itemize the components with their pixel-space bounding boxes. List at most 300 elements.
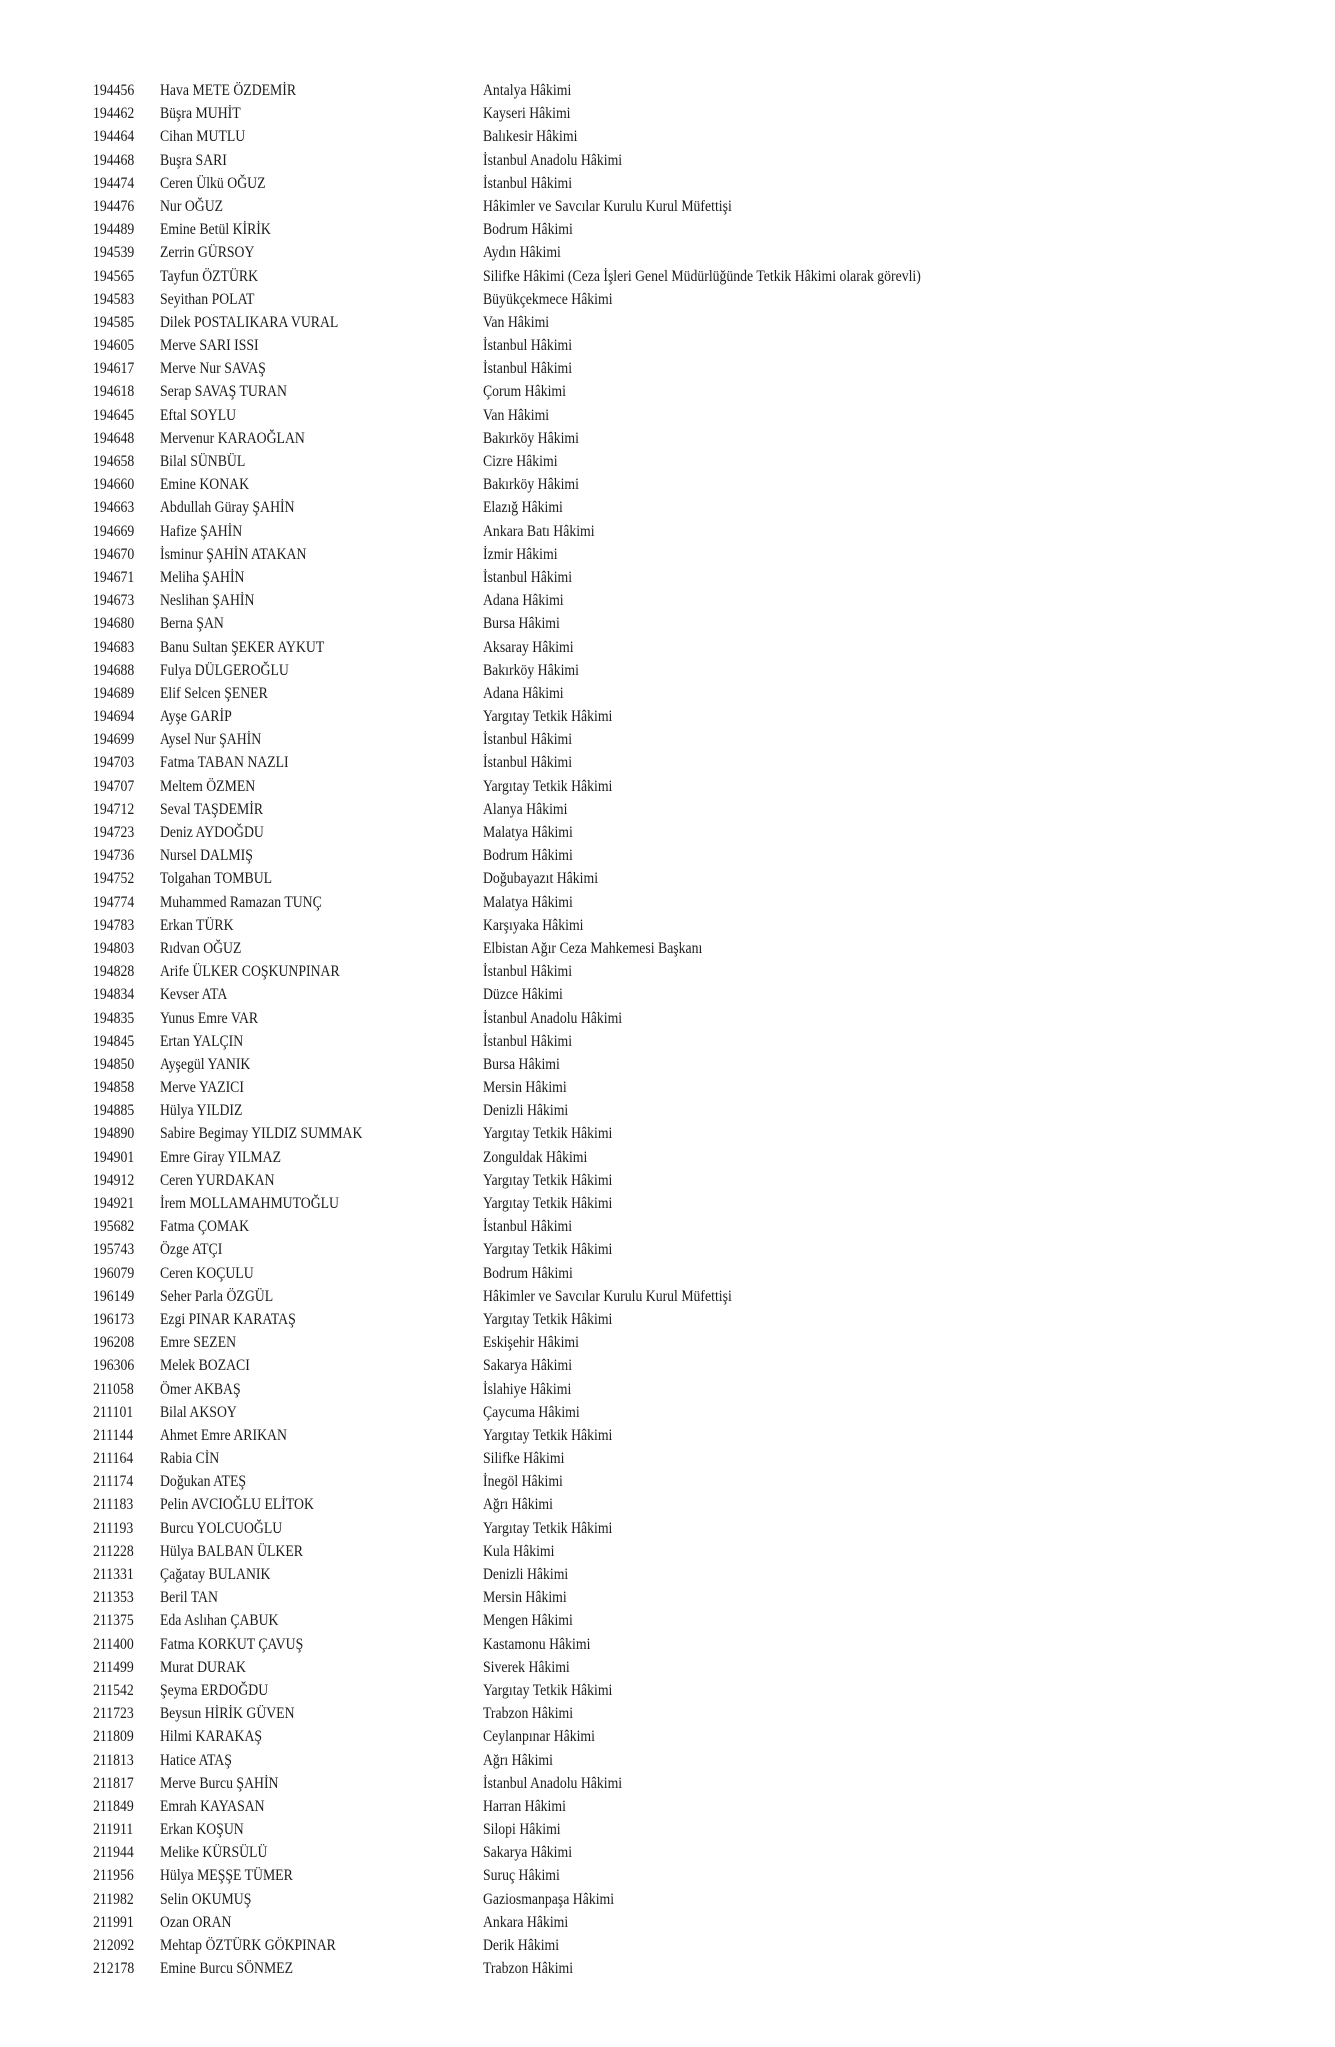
row-position: Malatya Hâkimi	[483, 824, 573, 841]
row-id: 194474	[93, 174, 135, 192]
row-name: Ahmet Emre ARIKAN	[160, 1426, 287, 1444]
list-row	[0, 682, 1335, 705]
row-name: Rıdvan OĞUZ	[160, 939, 242, 957]
row-position: Yargıtay Tetkik Hâkimi	[483, 1310, 613, 1328]
row-position: Bakırköy Hâkimi	[483, 661, 579, 679]
row-name: Aysel Nur ŞAHİN	[160, 731, 262, 749]
row-name: Merve Nur SAVAŞ	[160, 360, 266, 378]
row-id: 211101	[93, 1403, 134, 1421]
row-name: Tolgahan TOMBUL	[160, 870, 273, 888]
row-position: Mengen Hâkimi	[483, 1612, 573, 1630]
row-position: Yargıtay Tetkik Hâkimi	[483, 1171, 613, 1189]
row-name: Nursel DALMIŞ	[160, 847, 253, 865]
row-name: Zerrin GÜRSOY	[160, 244, 255, 262]
row-position: Zonguldak Hâkimi	[483, 1148, 588, 1166]
row-position: Kayseri Hâkimi	[483, 105, 571, 123]
row-id: 194468	[93, 151, 135, 169]
row-position: İstanbul Hâkimi	[483, 337, 573, 355]
row-position: Aydın Hâkimi	[483, 244, 561, 262]
row-id: 211375	[93, 1612, 134, 1630]
row-id: 194680	[93, 615, 135, 633]
row-id: 211982	[93, 1890, 134, 1908]
row-position: Balıkesir Hâkimi	[483, 128, 578, 146]
list-row	[0, 728, 1335, 751]
list-row	[0, 450, 1335, 473]
list-row	[0, 172, 1335, 195]
row-position: Bakırköy Hâkimi	[483, 429, 579, 447]
row-position: Elbistan Ağır Ceza Mahkemesi Başkanı	[483, 939, 703, 957]
row-name: Hilmi KARAKAŞ	[160, 1728, 263, 1746]
row-name: Elif Selcen ŞENER	[160, 684, 268, 702]
list-row	[0, 496, 1335, 519]
row-position: Yargıtay Tetkik Hâkimi	[483, 1195, 613, 1212]
row-position: Adana Hâkimi	[483, 592, 564, 610]
row-name: Fatma KORKUT ÇAVUŞ	[160, 1635, 304, 1653]
row-name: Seher Parla ÖZGÜL	[160, 1287, 274, 1305]
row-position: Mersin Hâkimi	[483, 1079, 567, 1097]
row-id: 194845	[93, 1032, 135, 1050]
row-name: Hülya YILDIZ	[160, 1102, 243, 1120]
row-position: Yargıtay Tetkik Hâkimi	[483, 1426, 613, 1444]
row-position: Suruç Hâkimi	[483, 1867, 560, 1885]
list-row	[0, 1076, 1335, 1099]
list-row	[0, 1146, 1335, 1169]
list-row	[0, 473, 1335, 496]
row-id: 194858	[93, 1079, 135, 1097]
list-row	[0, 1795, 1335, 1818]
row-position: Hâkimler ve Savcılar Kurulu Kurul Müfettişi	[483, 197, 732, 215]
row-position: Aksaray Hâkimi	[483, 638, 574, 656]
row-position: Denizli Hâkimi	[483, 1566, 569, 1583]
row-position: Bursa Hâkimi	[483, 615, 560, 633]
list-row	[0, 218, 1335, 241]
row-name: Melike KÜRSÜLÜ	[160, 1844, 268, 1862]
row-position: İstanbul Hâkimi	[483, 360, 573, 378]
row-id: 194658	[93, 453, 135, 470]
list-row	[0, 1702, 1335, 1725]
row-name: Hülya BALBAN ÜLKER	[160, 1542, 303, 1560]
row-position: Cizre Hâkimi	[483, 453, 558, 470]
row-position: Silifke Hâkimi (Ceza İşleri Genel Müdürlüğünde Tetkik Hâkimi olarak görevli)	[483, 267, 921, 285]
row-id: 211991	[93, 1913, 134, 1931]
list-row	[0, 520, 1335, 543]
list-row	[0, 983, 1335, 1006]
row-name: Bilal SÜNBÜL	[160, 453, 246, 470]
list-row	[0, 589, 1335, 612]
row-name: Emrah KAYASAN	[160, 1797, 265, 1815]
row-position: İslahiye Hâkimi	[483, 1380, 572, 1398]
row-position: İstanbul Hâkimi	[483, 754, 573, 772]
row-id: 211944	[93, 1844, 134, 1862]
appointment-list	[0, 79, 1335, 1980]
list-row	[0, 1749, 1335, 1772]
row-id: 194712	[93, 800, 135, 818]
row-name: Rabia CİN	[160, 1450, 220, 1468]
list-row	[0, 1633, 1335, 1656]
row-id: 212178	[93, 1960, 135, 1978]
list-row	[0, 149, 1335, 172]
row-id: 194583	[93, 290, 135, 308]
row-name: Deniz AYDOĞDU	[160, 824, 264, 841]
list-row	[0, 1053, 1335, 1076]
row-position: İstanbul Hâkimi	[483, 1218, 573, 1236]
row-position: Ankara Batı Hâkimi	[483, 522, 595, 540]
list-row	[0, 1818, 1335, 1841]
list-row	[0, 334, 1335, 357]
row-id: 194456	[93, 82, 135, 99]
row-name: Eftal SOYLU	[160, 406, 237, 424]
list-row	[0, 844, 1335, 867]
row-name: Cihan MUTLU	[160, 128, 246, 146]
list-row	[0, 1563, 1335, 1586]
row-name: Berna ŞAN	[160, 615, 224, 633]
row-position: Mersin Hâkimi	[483, 1589, 567, 1607]
row-id: 194699	[93, 731, 135, 749]
row-name: Doğukan ATEŞ	[160, 1473, 246, 1491]
list-row	[0, 1679, 1335, 1702]
row-name: Hatice ATAŞ	[160, 1751, 232, 1769]
row-name: Şeyma ERDOĞDU	[160, 1681, 269, 1699]
row-position: İstanbul Hâkimi	[483, 568, 573, 586]
list-row	[0, 404, 1335, 427]
row-id: 194694	[93, 708, 135, 726]
row-name: Ertan YALÇIN	[160, 1032, 244, 1050]
row-name: Meliha ŞAHİN	[160, 568, 245, 586]
row-id: 194660	[93, 476, 135, 494]
row-position: Antalya Hâkimi	[483, 82, 572, 99]
row-position: Gaziosmanpaşa Hâkimi	[483, 1890, 615, 1908]
row-id: 194585	[93, 313, 135, 331]
row-name: Fatma TABAN NAZLI	[160, 754, 289, 772]
row-id: 196173	[93, 1310, 135, 1328]
row-name: Abdullah Güray ŞAHİN	[160, 499, 295, 517]
row-position: Bodrum Hâkimi	[483, 847, 573, 865]
row-id: 211058	[93, 1380, 134, 1398]
row-name: Bilal AKSOY	[160, 1403, 237, 1421]
row-name: Dilek POSTALIKARA VURAL	[160, 313, 339, 331]
row-name: Fulya DÜLGEROĞLU	[160, 661, 289, 679]
row-position: Silopi Hâkimi	[483, 1821, 561, 1839]
row-name: Ayşe GARİP	[160, 708, 232, 726]
row-name: Ceren Ülkü OĞUZ	[160, 174, 266, 192]
row-name: Büşra MUHİT	[160, 105, 241, 123]
row-id: 195682	[93, 1218, 135, 1236]
row-id: 194689	[93, 684, 135, 702]
row-name: Seyithan POLAT	[160, 290, 255, 308]
list-row	[0, 1169, 1335, 1192]
row-position: İzmir Hâkimi	[483, 545, 558, 563]
list-row	[0, 659, 1335, 682]
row-name: Nur OĞUZ	[160, 197, 224, 215]
row-position: Bodrum Hâkimi	[483, 1264, 573, 1282]
row-id: 194464	[93, 128, 135, 146]
list-row	[0, 1030, 1335, 1053]
row-id: 194605	[93, 337, 135, 355]
list-row	[0, 1841, 1335, 1864]
list-row	[0, 1262, 1335, 1285]
row-position: Yargıtay Tetkik Hâkimi	[483, 708, 613, 726]
list-row	[0, 1424, 1335, 1447]
list-row	[0, 1609, 1335, 1632]
row-id: 194890	[93, 1125, 135, 1143]
list-row	[0, 311, 1335, 334]
row-id: 194688	[93, 661, 135, 679]
row-id: 194476	[93, 197, 135, 215]
list-row	[0, 612, 1335, 635]
row-name: Selin OKUMUŞ	[160, 1890, 252, 1908]
row-position: Derik Hâkimi	[483, 1937, 560, 1954]
row-id: 194921	[93, 1195, 135, 1212]
row-position: İstanbul Hâkimi	[483, 731, 573, 749]
row-id: 196149	[93, 1287, 135, 1305]
row-name: İrem MOLLAMAHMUTOĞLU	[160, 1195, 339, 1212]
row-name: Emine KONAK	[160, 476, 250, 494]
list-row	[0, 798, 1335, 821]
row-position: Alanya Hâkimi	[483, 800, 568, 818]
row-name: Melek BOZACI	[160, 1357, 250, 1375]
list-row	[0, 867, 1335, 890]
row-position: Van Hâkimi	[483, 406, 550, 424]
row-name: Ceren YURDAKAN	[160, 1171, 275, 1189]
row-id: 196079	[93, 1264, 135, 1282]
row-name: Meltem ÖZMEN	[160, 777, 256, 795]
list-row	[0, 705, 1335, 728]
list-row	[0, 241, 1335, 264]
row-name: Murat DURAK	[160, 1658, 246, 1676]
list-row	[0, 937, 1335, 960]
list-row	[0, 357, 1335, 380]
row-id: 211542	[93, 1681, 134, 1699]
row-position: Silifke Hâkimi	[483, 1450, 565, 1468]
row-position: İstanbul Hâkimi	[483, 963, 573, 981]
row-id: 194663	[93, 499, 135, 517]
list-row	[0, 1378, 1335, 1401]
row-id: 211809	[93, 1728, 134, 1746]
row-id: 211228	[93, 1542, 134, 1560]
row-id: 194703	[93, 754, 135, 772]
row-position: İstanbul Anadolu Hâkimi	[483, 151, 623, 169]
row-id: 194683	[93, 638, 135, 656]
row-name: Mervenur KARAOĞLAN	[160, 429, 305, 447]
row-id: 194901	[93, 1148, 135, 1166]
list-row	[0, 265, 1335, 288]
list-row	[0, 125, 1335, 148]
row-position: Ağrı Hâkimi	[483, 1496, 553, 1514]
row-position: Doğubayazıt Hâkimi	[483, 870, 599, 888]
row-id: 211164	[93, 1450, 134, 1468]
row-name: Özge ATÇI	[160, 1241, 223, 1259]
row-id: 194673	[93, 592, 135, 610]
row-id: 211400	[93, 1635, 134, 1653]
row-name: Emine Burcu SÖNMEZ	[160, 1960, 294, 1978]
row-name: Hülya MEŞŞE TÜMER	[160, 1867, 293, 1885]
row-id: 195743	[93, 1241, 135, 1259]
list-row	[0, 79, 1335, 102]
row-name: Ömer AKBAŞ	[160, 1380, 241, 1398]
row-id: 211144	[93, 1426, 134, 1444]
list-row	[0, 288, 1335, 311]
row-position: Trabzon Hâkimi	[483, 1960, 574, 1978]
row-name: Tayfun ÖZTÜRK	[160, 267, 259, 285]
list-row	[0, 1238, 1335, 1261]
list-row	[0, 543, 1335, 566]
row-name: Burcu YOLCUOĞLU	[160, 1519, 283, 1537]
list-row	[0, 1470, 1335, 1493]
row-name: Emine Betül KİRİK	[160, 221, 271, 239]
list-row	[0, 1354, 1335, 1377]
row-name: Emre SEZEN	[160, 1334, 237, 1352]
row-id: 194645	[93, 406, 135, 424]
row-id: 194828	[93, 963, 135, 981]
row-id: 194885	[93, 1102, 135, 1120]
row-id: 194736	[93, 847, 135, 865]
row-name: Erkan KOŞUN	[160, 1821, 244, 1839]
list-row	[0, 751, 1335, 774]
row-position: İstanbul Hâkimi	[483, 1032, 573, 1050]
row-id: 211174	[93, 1473, 134, 1491]
list-row	[0, 1864, 1335, 1887]
row-position: Bursa Hâkimi	[483, 1055, 560, 1073]
row-id: 194707	[93, 777, 135, 795]
row-name: Ayşegül YANIK	[160, 1055, 251, 1073]
list-row	[0, 1215, 1335, 1238]
row-position: İnegöl Hâkimi	[483, 1473, 563, 1491]
row-name: Beril TAN	[160, 1589, 218, 1607]
row-position: Van Hâkimi	[483, 313, 550, 331]
row-id: 194803	[93, 939, 135, 957]
row-name: Çağatay BULANIK	[160, 1566, 271, 1583]
row-name: Seval TAŞDEMİR	[160, 800, 263, 818]
row-name: Buşra SARI	[160, 151, 227, 169]
row-position: Eskişehir Hâkimi	[483, 1334, 579, 1352]
row-id: 194834	[93, 986, 135, 1004]
row-id: 194617	[93, 360, 135, 378]
row-position: Ceylanpınar Hâkimi	[483, 1728, 595, 1746]
row-name: Muhammed Ramazan TUNÇ	[160, 893, 322, 911]
row-position: Harran Hâkimi	[483, 1797, 566, 1815]
list-row	[0, 1957, 1335, 1980]
row-id: 194912	[93, 1171, 135, 1189]
row-position: Malatya Hâkimi	[483, 893, 573, 911]
list-row	[0, 1656, 1335, 1679]
row-name: Kevser ATA	[160, 986, 228, 1004]
row-position: Elazığ Hâkimi	[483, 499, 563, 517]
row-position: Ankara Hâkimi	[483, 1913, 569, 1931]
row-name: Pelin AVCIOĞLU ELİTOK	[160, 1496, 314, 1514]
row-position: Trabzon Hâkimi	[483, 1705, 574, 1723]
list-row	[0, 636, 1335, 659]
row-position: Siverek Hâkimi	[483, 1658, 570, 1676]
list-row	[0, 891, 1335, 914]
row-name: Hafize ŞAHİN	[160, 522, 243, 540]
row-id: 211183	[93, 1496, 134, 1514]
row-name: Sabire Begimay YILDIZ SUMMAK	[160, 1125, 363, 1143]
list-row	[0, 1540, 1335, 1563]
row-id: 194774	[93, 893, 135, 911]
row-name: Emre Giray YILMAZ	[160, 1148, 282, 1166]
row-name: Serap SAVAŞ TURAN	[160, 383, 287, 401]
row-name: Neslihan ŞAHİN	[160, 592, 255, 610]
row-name: Hava METE ÖZDEMİR	[160, 82, 297, 99]
row-name: Merve Burcu ŞAHİN	[160, 1774, 279, 1792]
row-position: Denizli Hâkimi	[483, 1102, 569, 1120]
row-position: Bakırköy Hâkimi	[483, 476, 579, 494]
row-name: Erkan TÜRK	[160, 916, 234, 934]
row-id: 194539	[93, 244, 135, 262]
row-name: Mehtap ÖZTÜRK GÖKPINAR	[160, 1937, 336, 1954]
row-name: Beysun HİRİK GÜVEN	[160, 1705, 295, 1723]
row-id: 211331	[93, 1566, 134, 1583]
row-name: Yunus Emre VAR	[160, 1009, 259, 1027]
row-id: 194783	[93, 916, 135, 934]
list-row	[0, 960, 1335, 983]
row-id: 194835	[93, 1009, 135, 1027]
list-row	[0, 1586, 1335, 1609]
row-name: Ozan ORAN	[160, 1913, 232, 1931]
list-row	[0, 1401, 1335, 1424]
list-row	[0, 1331, 1335, 1354]
list-row	[0, 1888, 1335, 1911]
row-id: 211723	[93, 1705, 134, 1723]
row-position: Yargıtay Tetkik Hâkimi	[483, 1125, 613, 1143]
row-id: 211817	[93, 1774, 134, 1792]
list-row	[0, 1122, 1335, 1145]
row-id: 194850	[93, 1055, 135, 1073]
row-id: 196306	[93, 1357, 135, 1375]
row-id: 212092	[93, 1937, 135, 1954]
row-id: 211813	[93, 1751, 134, 1769]
row-name: İsminur ŞAHİN ATAKAN	[160, 545, 307, 563]
row-name: Fatma ÇOMAK	[160, 1218, 250, 1236]
list-row	[0, 1725, 1335, 1748]
row-id: 211956	[93, 1867, 134, 1885]
row-position: Yargıtay Tetkik Hâkimi	[483, 1519, 613, 1537]
row-name: Banu Sultan ŞEKER AYKUT	[160, 638, 325, 656]
list-row	[0, 427, 1335, 450]
row-position: İstanbul Anadolu Hâkimi	[483, 1774, 623, 1792]
row-id: 211849	[93, 1797, 134, 1815]
list-row	[0, 1517, 1335, 1540]
row-position: Ağrı Hâkimi	[483, 1751, 553, 1769]
row-id: 211193	[93, 1519, 134, 1537]
row-id: 194565	[93, 267, 135, 285]
row-id: 194489	[93, 221, 135, 239]
list-row	[0, 821, 1335, 844]
list-row	[0, 566, 1335, 589]
row-name: Merve SARI ISSI	[160, 337, 259, 355]
row-name: Ezgi PINAR KARATAŞ	[160, 1310, 296, 1328]
list-row	[0, 380, 1335, 403]
list-row	[0, 1911, 1335, 1934]
row-id: 196208	[93, 1334, 135, 1352]
row-position: Çaycuma Hâkimi	[483, 1403, 580, 1421]
row-name: Eda Aslıhan ÇABUK	[160, 1612, 279, 1630]
list-row	[0, 1285, 1335, 1308]
row-id: 194648	[93, 429, 135, 447]
list-row	[0, 914, 1335, 937]
row-id: 194671	[93, 568, 135, 586]
row-id: 211911	[93, 1821, 134, 1839]
row-position: İstanbul Anadolu Hâkimi	[483, 1009, 623, 1027]
list-row	[0, 1493, 1335, 1516]
row-position: Büyükçekmece Hâkimi	[483, 290, 613, 308]
row-position: Çorum Hâkimi	[483, 383, 566, 401]
list-row	[0, 1099, 1335, 1122]
list-row	[0, 1772, 1335, 1795]
row-position: Kastamonu Hâkimi	[483, 1635, 591, 1653]
row-position: Kula Hâkimi	[483, 1542, 555, 1560]
list-row	[0, 775, 1335, 798]
